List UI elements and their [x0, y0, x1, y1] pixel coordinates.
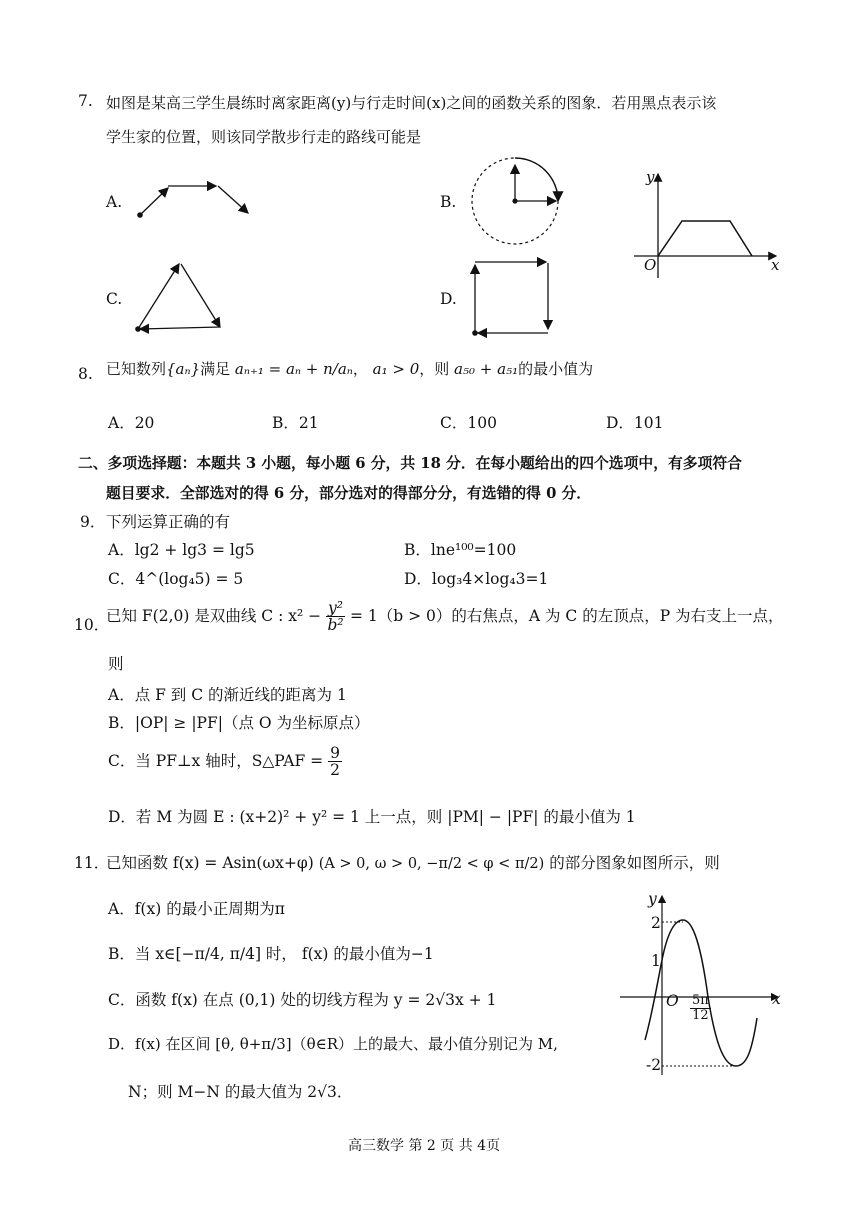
q7-graph-y-label: y	[646, 168, 655, 186]
q8-stem-pre: 已知数列	[106, 360, 167, 378]
q11-sine-graph	[615, 890, 790, 1080]
q10-frac-den: b²	[327, 616, 344, 635]
q10-number: 10．	[74, 616, 110, 634]
q7-graph-x-label: x	[771, 256, 780, 274]
q10-option-b: B．|OP| ≥ |PF|（点 O 为坐标原点）	[108, 714, 370, 732]
q10-fraction	[326, 600, 345, 634]
q10-stem-c: 则	[108, 655, 124, 673]
q11-graph-label-1: 1	[651, 952, 661, 970]
q11-stem	[106, 851, 720, 873]
q11-tick-num: 5π	[692, 993, 709, 1008]
section2-heading-line2: 题目要求．全部选对的得 6 分，部分选对的得部分分，有选错的得 0 分．	[106, 485, 592, 502]
q11-option-d: D．f(x) 在区间 [θ, θ+π/3]（θ∈R）上的最大、最小值分别记为 M,	[108, 1035, 558, 1053]
q10-option-c-pre: C．当 PF⊥x 轴时，S△PAF =	[108, 751, 324, 770]
q8-option-a: A．20	[108, 414, 155, 432]
q9-option-d: D．log₃4×log₄3=1	[404, 570, 549, 588]
q10-option-c-den: 2	[330, 761, 340, 780]
q10-option-d: D．若 M 为圆 E : (x+2)² + y² = 1 上一点，则 |PM| − |PF| 的最小值为 1	[108, 808, 636, 826]
q11-graph-tick-5pi-12	[690, 994, 711, 1022]
q8-stem	[106, 358, 593, 379]
q7-number: 7.	[78, 92, 93, 110]
q8-number: 8.	[78, 365, 93, 383]
q11-option-c: C．函数 f(x) 在点 (0,1) 处的切线方程为 y = 2√3x + 1	[108, 991, 497, 1009]
q8-rest2: ，则	[419, 360, 450, 378]
q11-graph-label-neg2: -2	[646, 1056, 662, 1074]
q7-option-d-label: D.	[440, 290, 457, 308]
q9-option-a: A．lg2 + lg3 = lg5	[108, 541, 255, 559]
q11-option-b-pre: B．当 x∈[−π/4, π/4] 时，	[108, 945, 297, 963]
q10-stem-a: 已知 F(2,0) 是双曲线 C : x² −	[106, 606, 322, 625]
q7-option-c-label: C.	[106, 290, 123, 308]
q7-option-a-label: A.	[106, 193, 123, 211]
q8-option-b: B．21	[272, 414, 319, 432]
q7-graph-origin: O	[644, 256, 657, 274]
q8-sequence: {aₙ}	[166, 360, 201, 378]
q7-option-b-path	[470, 155, 565, 250]
q10-frac-num: y²	[328, 599, 344, 617]
q7-option-b-label: B.	[440, 193, 457, 211]
q10-option-c	[108, 745, 342, 779]
q7-option-d-path	[468, 255, 558, 340]
q11-option-a: A．f(x) 的最小正周期为π	[108, 900, 285, 918]
q11-option-b-post: f(x) 的最小值为−1	[301, 945, 434, 963]
q8-option-d: D．101	[606, 414, 664, 432]
q8-cond-pre: 满足	[200, 360, 231, 378]
q7-option-c-path	[128, 255, 228, 337]
section2-heading-line1: 二、多项选择题：本题共 3 小题，每小题 6 分，共 18 分．在每小题给出的四个选项中，有多项符合	[78, 455, 742, 472]
q10-stem	[106, 600, 784, 634]
q8-rest3: 的最小值为	[518, 360, 594, 378]
q10-option-a: A．点 F 到 C 的渐近线的距离为 1	[108, 686, 347, 704]
q7-stem-line2: 学生家的位置，则该同学散步行走的路线可能是	[106, 128, 422, 146]
q11-graph-origin: O	[666, 992, 679, 1010]
q11-number: 11．	[74, 854, 110, 872]
q10-stem-b: = 1（b > 0）的右焦点，A 为 C 的左顶点，P 为右支上一点，	[349, 606, 784, 625]
q11-graph-x-label: x	[772, 990, 781, 1008]
q8-rest1: ，	[352, 360, 368, 378]
q9-option-c: C．4^(log₄5) = 5	[108, 570, 244, 588]
q11-graph-y-label: y	[648, 890, 657, 908]
q7-option-a-path	[130, 175, 260, 225]
q11-option-b	[108, 942, 434, 964]
q8-a1-condition: a₁ > 0	[372, 360, 420, 378]
q11-stem-a: 已知函数 f(x) = Asin(ωx+φ)	[106, 854, 314, 872]
q9-number: 9．	[80, 513, 106, 531]
q9-option-b: B．lne¹⁰⁰=100	[404, 541, 517, 559]
q8-option-c: C．100	[440, 414, 497, 432]
q7-stem-line1: 如图是某高三学生晨练时离家距离(y)与行走时间(x)之间的函数关系的图象．若用黑点表示该	[106, 94, 717, 112]
q11-graph-label-2: 2	[651, 914, 661, 932]
q11-stem-condition: (A > 0, ω > 0, −π/2 < φ < π/2)	[318, 856, 545, 872]
q11-option-d-cont: N；则 M−N 的最大值为 2√3．	[128, 1083, 353, 1101]
q10-option-c-num: 9	[330, 744, 340, 762]
q10-option-c-fraction	[328, 745, 342, 779]
q8-target-expr: a₅₀ + a₅₁	[454, 360, 519, 378]
q11-tick-den: 12	[692, 1007, 709, 1023]
page-footer: 高三数学 第 2 页 共 4页	[348, 1138, 501, 1154]
q9-stem: 下列运算正确的有	[106, 513, 231, 531]
q8-recurrence: aₙ₊₁ = aₙ + n/aₙ	[234, 360, 353, 378]
q11-stem-b: 的部分图象如图所示，则	[549, 854, 720, 872]
